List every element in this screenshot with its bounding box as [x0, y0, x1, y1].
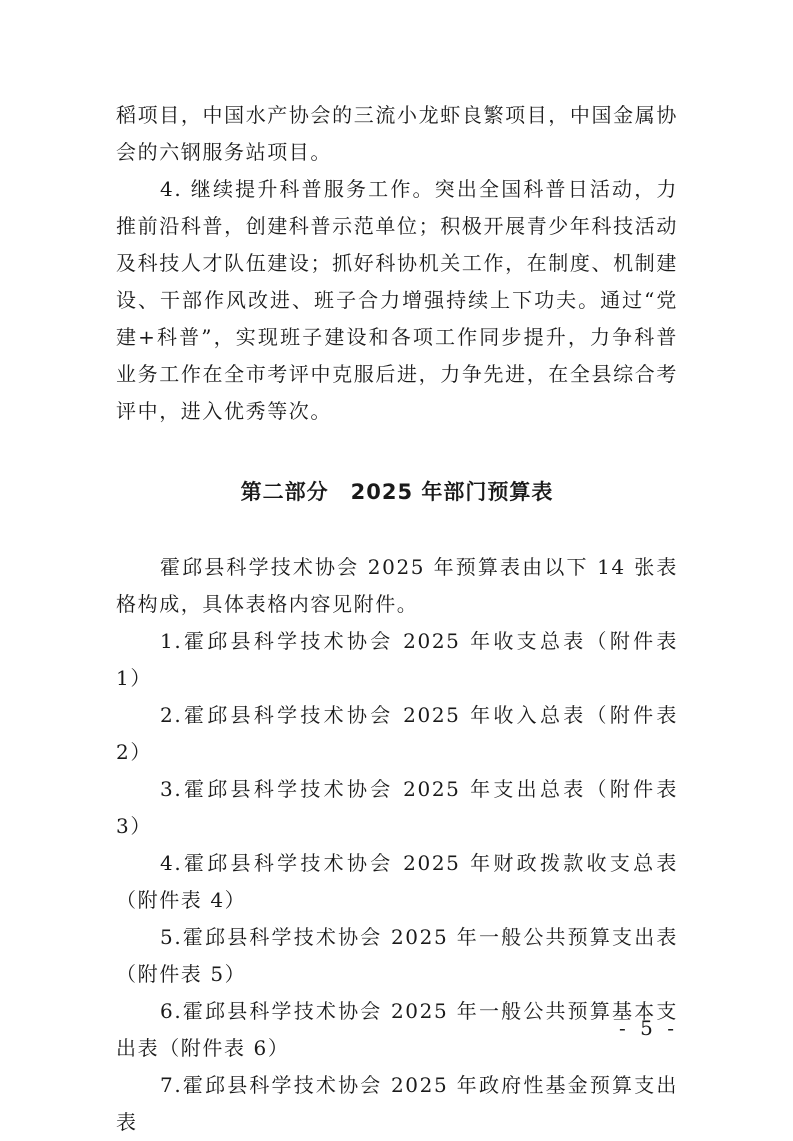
paragraph-item-4: 4. 继续提升科普服务工作。突出全国科普日活动，力推前沿科普，创建科普示范单位；积极开展青少年科技活动及科技人才队伍建设；抓好科协机关工作，在制度、机制建设、干部作风改进、班子合力增强持续上下功夫。通过“党建+科普”，实现班子建设和各项工作同步提升，力争科普业务工作在全市考评中克服后进，力争先进，在全县综合考评中，进入优秀等次。	[116, 177, 678, 423]
list-item: 2.霍邱县科学技术协会 2025 年收入总表（附件表 2）	[116, 703, 678, 764]
list-item: 1.霍邱县科学技术协会 2025 年收支总表（附件表 1）	[116, 629, 678, 690]
section-title: 2025 年部门预算表	[350, 480, 554, 504]
list-item: 4.霍邱县科学技术协会 2025 年财政拨款收支总表（附件表 4）	[116, 851, 678, 912]
section-heading	[116, 476, 678, 508]
paragraph-continuation: 稻项目，中国水产协会的三流小龙虾良繁项目，中国金属协会的六钢服务站项目。	[116, 103, 678, 164]
list-item: 7.霍邱县科学技术协会 2025 年政府性基金预算支出表	[116, 1073, 678, 1134]
page-number: - 5 -	[619, 1016, 678, 1040]
section-part-label: 第二部分	[240, 480, 329, 504]
top-text-block	[116, 97, 678, 430]
list-item: 5.霍邱县科学技术协会 2025 年一般公共预算支出表（附件表 5）	[116, 925, 678, 986]
list-item: 3.霍邱县科学技术协会 2025 年支出总表（附件表 3）	[116, 777, 678, 838]
list-item: 6.霍邱县科学技术协会 2025 年一般公共预算基本支出表（附件表 6）	[116, 999, 678, 1060]
intro-paragraph: 霍邱县科学技术协会 2025 年预算表由以下 14 张表格构成，具体表格内容见附件。	[116, 555, 678, 616]
bottom-text-block	[116, 549, 678, 1141]
